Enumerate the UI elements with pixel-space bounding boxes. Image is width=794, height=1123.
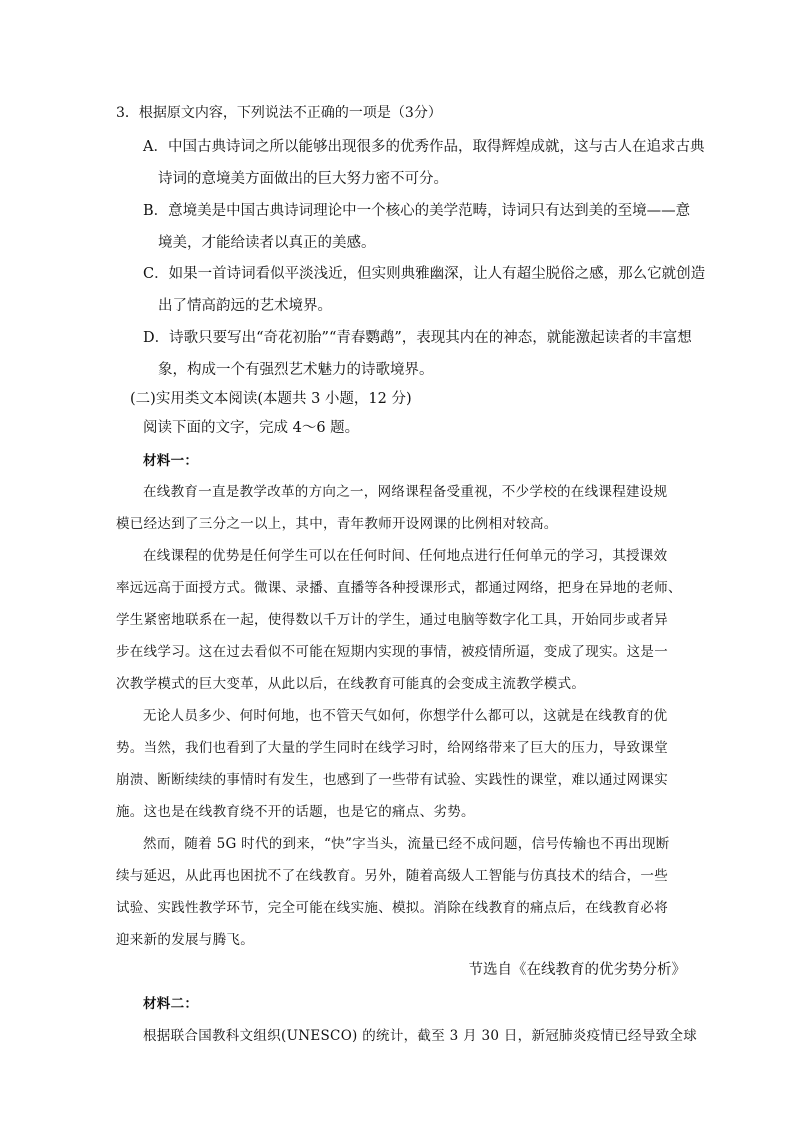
section-instruction: 阅读下面的文字，完成 4～6 题。 xyxy=(143,420,360,436)
option-b-line1: B．意境美是中国古典诗词理论中一个核心的美学范畴，诗词只有达到美的至境——意 xyxy=(143,203,691,219)
material1-line: 在线教育一直是教学改革的方向之一，网络课程备受重视，不少学校的在线课程建设规 xyxy=(143,484,668,500)
material2-label: 材料二： xyxy=(143,996,199,1012)
material1-label: 材料一： xyxy=(143,453,199,469)
option-c-line1: C．如果一首诗词看似平淡浅近，但实则典雅幽深，让人有超尘脱俗之感，那么它就创造 xyxy=(143,266,706,282)
material1-line: 试验、实践性教学环节，完全可能在线实施、模拟。消除在线教育的痛点后，在线教育必将 xyxy=(116,900,668,916)
material1-line: 施。这也是在线教育绕不开的话题，也是它的痛点、劣势。 xyxy=(116,804,475,820)
option-d-line2: 象，构成一个有强烈艺术魅力的诗歌境界。 xyxy=(158,362,434,378)
material1-line: 学生紧密地联系在一起，使得数以千万计的学生，通过电脑等数字化工具，开始同步或者异 xyxy=(116,612,668,628)
option-c-line2: 出了情高韵远的艺术境界。 xyxy=(158,298,332,314)
material1-line: 模已经达到了三分之一以上，其中，青年教师开设网课的比例相对较高。 xyxy=(116,516,558,532)
section-heading: (二)实用类文本阅读(本题共 3 小题，12 分) xyxy=(130,391,412,407)
question-stem: 3．根据原文内容，下列说法不正确的一项是（3分） xyxy=(116,105,442,121)
option-a-line1: A．中国古典诗词之所以能够出现很多的优秀作品，取得辉煌成就，这与古人在追求古典 xyxy=(143,139,705,155)
material1-line: 无论人员多少、何时何地，也不管天气如何，你想学什么都可以，这就是在线教育的优 xyxy=(143,708,668,724)
material2-line: 根据联合国教科文组织(UNESCO) 的统计，截至 3 月 30 日，新冠肺炎疫情已经导致全球 xyxy=(143,1028,698,1044)
material1-line: 步在线学习。这在过去看似不可能在短期内实现的事情，被疫情所逼，变成了现实。这是一 xyxy=(116,644,668,660)
material1-line: 崩溃、断断续续的事情时有发生，也感到了一些带有试验、实践性的课堂，难以通过网课实 xyxy=(116,772,668,788)
material1-line: 然而，随着 5G 时代的到来，“快”字当头，流量已经不成问题，信号传输也不再出现断 xyxy=(143,836,670,852)
material1-line: 率远远高于面授方式。微课、录播、直播等各种授课形式，都通过网络，把身在异地的老师、 xyxy=(116,580,682,596)
material1-source: 节选自《在线教育的优劣势分析》 xyxy=(468,962,686,978)
option-a-line2: 诗词的意境美方面做出的巨大努力密不可分。 xyxy=(158,171,448,187)
material1-line: 续与延迟，从此再也困扰不了在线教育。另外，随着高级人工智能与仿真技术的结合，一些 xyxy=(116,868,668,884)
option-b-line2: 境美，才能给读者以真正的美感。 xyxy=(158,235,376,251)
material1-line: 迎来新的发展与腾飞。 xyxy=(116,932,254,948)
option-d-line1: D．诗歌只要写出“奇花初胎”“青春鹦鹉”，表现其内在的神态，就能激起读者的丰富想 xyxy=(143,330,692,346)
material1-line: 次教学模式的巨大变革，从此以后，在线教育可能真的会变成主流教学模式。 xyxy=(116,676,586,692)
material1-line: 在线课程的优势是任何学生可以在任何时间、任何地点进行任何单元的学习，其授课效 xyxy=(143,548,668,564)
material1-line: 势。当然，我们也看到了大量的学生同时在线学习时，给网络带来了巨大的压力，导致课堂 xyxy=(116,740,668,756)
